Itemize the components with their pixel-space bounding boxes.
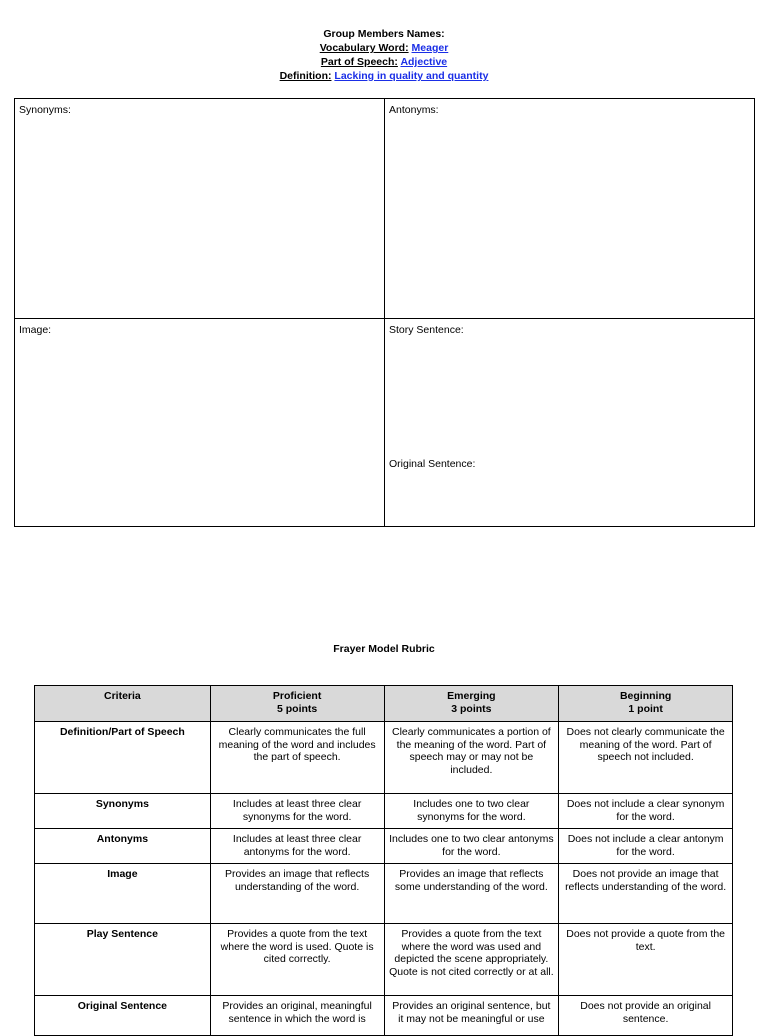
rubric-title: Frayer Model Rubric xyxy=(333,643,435,655)
table-row xyxy=(35,996,733,1036)
criteria-cell: Antonyms xyxy=(35,829,211,864)
header-proficient: Proficient 5 points xyxy=(210,686,384,722)
proficient-cell: Provides a quote from the text where the word is used. Quote is cited correctly. xyxy=(210,924,384,996)
story-sentence-label: Story Sentence: xyxy=(389,324,464,336)
antonyms-label: Antonyms: xyxy=(389,104,439,116)
original-sentence-label: Original Sentence: xyxy=(389,458,476,470)
emerging-cell: Provides an image that reflects some understanding of the word. xyxy=(384,864,559,924)
image-cell[interactable] xyxy=(15,319,385,526)
criteria-cell: Synonyms xyxy=(35,794,211,829)
beginning-cell: Does not provide an original sentence. xyxy=(559,996,733,1036)
synonyms-cell[interactable] xyxy=(15,99,385,319)
header-criteria: Criteria xyxy=(35,686,211,722)
vocabulary-word-value: Meager xyxy=(411,42,449,54)
group-members-label: Group Members Names: xyxy=(323,28,445,40)
proficient-cell: Provides an image that reflects understanding of the word. xyxy=(210,864,384,924)
criteria-cell: Play Sentence xyxy=(35,924,211,996)
definition-value: Lacking in quality and quantity xyxy=(334,70,489,82)
emerging-cell: Provides an original sentence, but it may not be meaningful or use xyxy=(384,996,559,1036)
criteria-cell: Original Sentence xyxy=(35,996,211,1036)
criteria-cell: Image xyxy=(35,864,211,924)
rubric-header-row xyxy=(35,686,733,722)
table-row xyxy=(35,794,733,829)
image-label: Image: xyxy=(19,324,52,336)
table-row xyxy=(35,829,733,864)
vocabulary-word-label: Vocabulary Word: xyxy=(319,42,409,54)
antonyms-cell[interactable] xyxy=(385,99,754,319)
beginning-cell: Does not provide a quote from the text. xyxy=(559,924,733,996)
table-row xyxy=(35,924,733,996)
table-row xyxy=(35,722,733,794)
proficient-cell: Provides an original, meaningful sentence in which the word is xyxy=(210,996,384,1036)
beginning-cell: Does not include a clear synonym for the word. xyxy=(559,794,733,829)
part-of-speech-line xyxy=(0,55,768,69)
emerging-cell: Includes one to two clear synonyms for the word. xyxy=(384,794,559,829)
emerging-cell: Clearly communicates a portion of the meaning of the word. Part of speech may or may not be included. xyxy=(384,722,559,794)
proficient-cell: Includes at least three clear antonyms for the word. xyxy=(210,829,384,864)
proficient-cell: Includes at least three clear synonyms for the word. xyxy=(210,794,384,829)
story-sentence-cell[interactable] xyxy=(385,319,754,526)
synonyms-label: Synonyms: xyxy=(19,104,71,116)
emerging-cell: Includes one to two clear antonyms for the word. xyxy=(384,829,559,864)
proficient-cell: Clearly communicates the full meaning of the word and includes the part of speech. xyxy=(210,722,384,794)
vocabulary-word-line xyxy=(0,41,768,55)
table-row xyxy=(35,864,733,924)
rubric-table xyxy=(34,685,733,1036)
frayer-model-box xyxy=(14,98,755,527)
definition-line xyxy=(0,69,768,83)
beginning-cell: Does not clearly communicate the meaning of the word. Part of speech not included. xyxy=(559,722,733,794)
document-header xyxy=(0,27,768,83)
emerging-cell: Provides a quote from the text where the word was used and depicted the scene appropriately. Quote is not cited correctly or at all. xyxy=(384,924,559,996)
definition-label: Definition: xyxy=(279,70,332,82)
part-of-speech-label: Part of Speech: xyxy=(320,56,398,68)
header-emerging: Emerging 3 points xyxy=(384,686,559,722)
criteria-cell: Definition/Part of Speech xyxy=(35,722,211,794)
part-of-speech-value: Adjective xyxy=(400,56,448,68)
beginning-cell: Does not include a clear antonym for the word. xyxy=(559,829,733,864)
beginning-cell: Does not provide an image that reflects understanding of the word. xyxy=(559,864,733,924)
header-beginning: Beginning 1 point xyxy=(559,686,733,722)
